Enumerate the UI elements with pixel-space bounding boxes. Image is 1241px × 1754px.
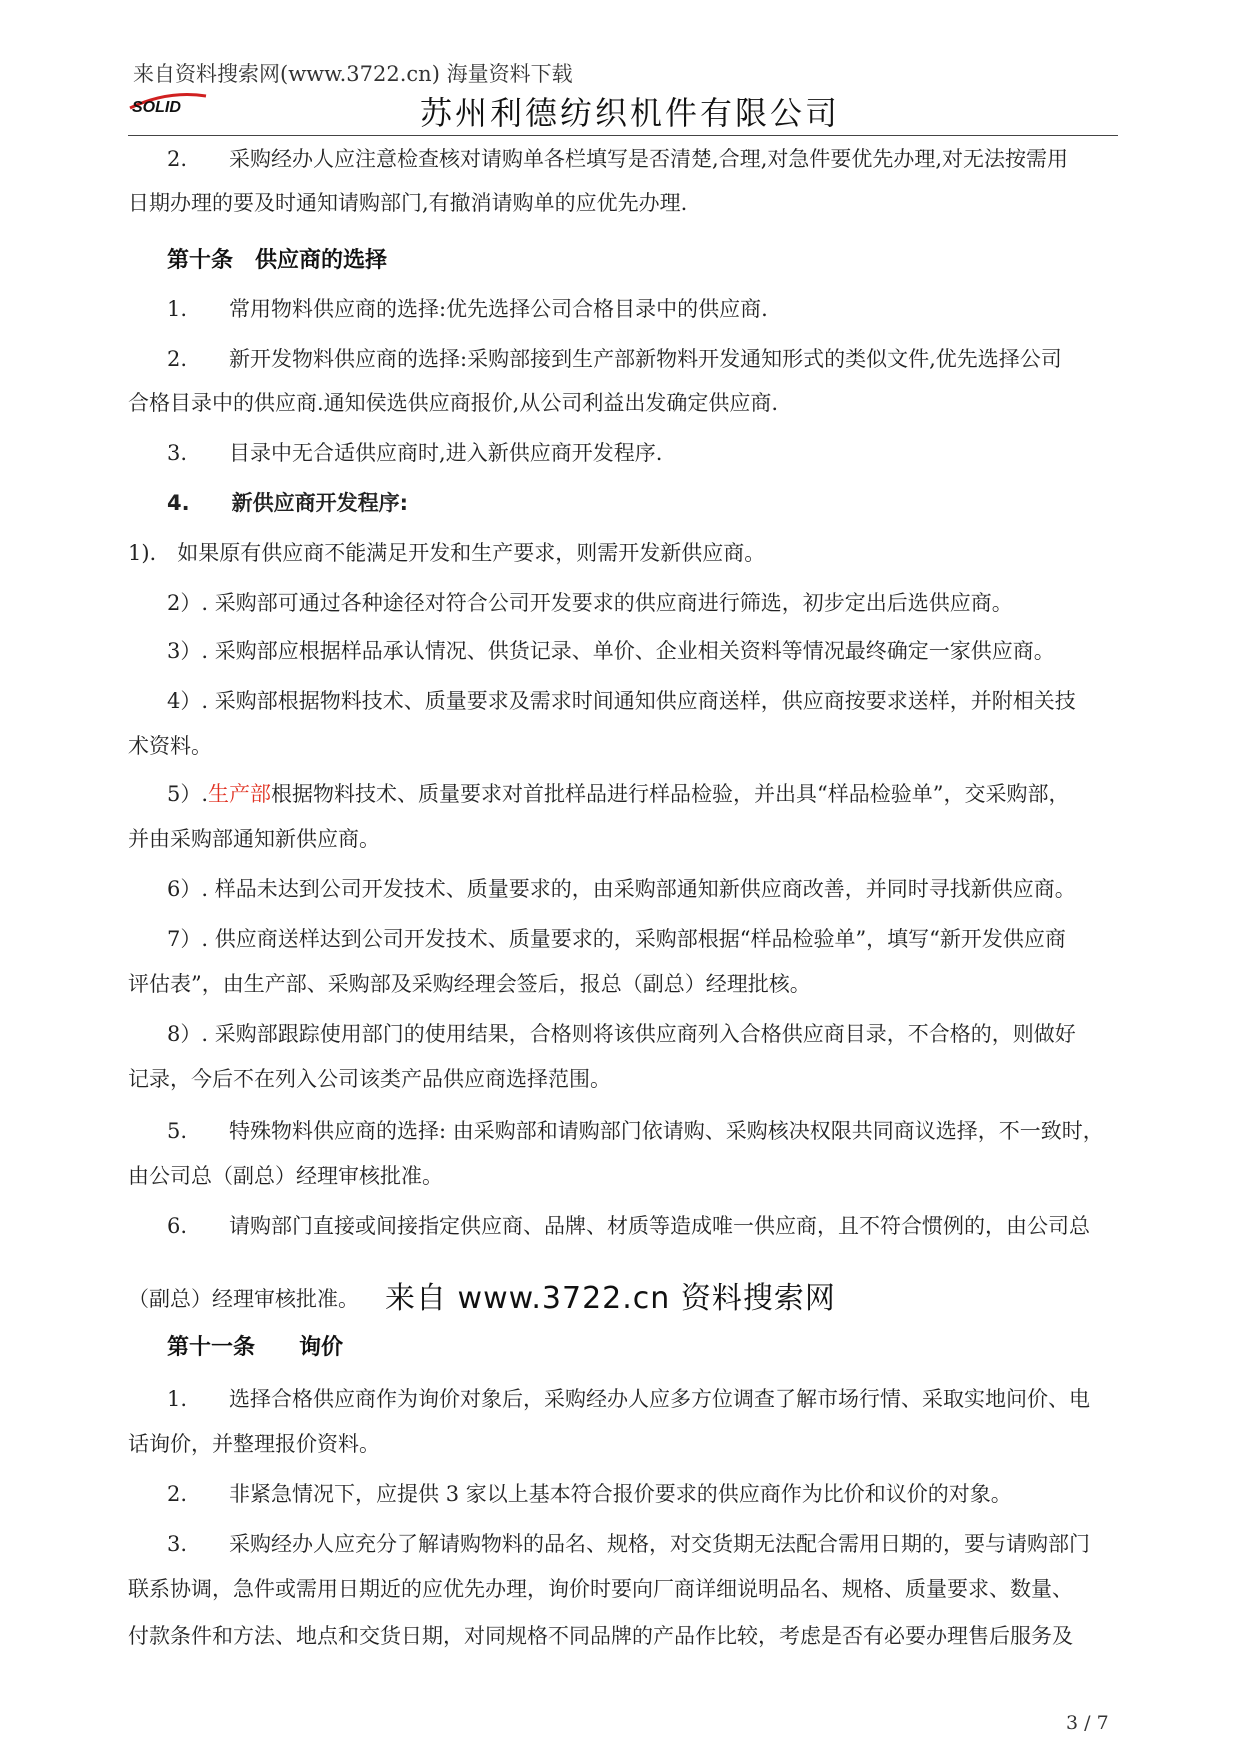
- text-line: 6）. 样品未达到公司开发技术、质量要求的，由采购部通知新供应商改善，并同时寻找新供应商。: [167, 877, 1076, 901]
- text-line: 3. 目录中无合适供应商时,进入新供应商开发程序.: [167, 441, 663, 465]
- text-line: 并由采购部通知新供应商。: [128, 827, 380, 851]
- text-line: 6. 请购部门直接或间接指定供应商、品牌、材质等造成唯一供应商，且不符合惯例的，由公司总: [167, 1214, 1091, 1238]
- source-banner: 来自资料搜索网(www.3722.cn) 海量资料下载: [133, 62, 573, 86]
- text-line: 3）. 采购部应根据样品承认情况、供货记录、单价、企业相关资料等情况最终确定一家供应商。: [167, 639, 1055, 663]
- text-line: 7）. 供应商送样达到公司开发技术、质量要求的，采购部根据“样品检验单”，填写“新开发供应商: [167, 927, 1066, 951]
- header-divider: [128, 135, 1118, 136]
- text-line: 1. 常用物料供应商的选择:优先选择公司合格目录中的供应商.: [167, 297, 768, 321]
- text-line: 2. 新开发物料供应商的选择:采购部接到生产部新物料开发通知形式的类似文件,优先选择公司: [167, 347, 1062, 371]
- text-line: 2）. 采购部可通过各种途径对符合公司开发要求的供应商进行筛选，初步定出后选供应商。: [167, 591, 1013, 615]
- watermark: 来自 www.3722.cn 资料搜索网: [385, 1281, 836, 1316]
- text-line: 记录，今后不在列入公司该类产品供应商选择范围。: [128, 1067, 611, 1091]
- company-name: 苏州利德纺织机件有限公司: [420, 94, 841, 132]
- text-line: 2. 非紧急情况下，应提供 3 家以上基本符合报价要求的供应商作为比价和议价的对象。: [167, 1482, 1012, 1506]
- text-line: 术资料。: [128, 734, 212, 758]
- highlighted-text: 生产部: [208, 782, 272, 806]
- company-logo: [128, 88, 208, 116]
- item-text: 根据物料技术、质量要求对首批样品进行样品检验，并出具“样品检验单”，交采购部，: [271, 782, 1070, 806]
- text-line: 日期办理的要及时通知请购部门,有撤消请购单的应优先办理.: [128, 191, 688, 215]
- section-heading-10: 第十条 供应商的选择: [167, 248, 388, 273]
- text-line: 联系协调，急件或需用日期近的应优先办理，询价时要向厂商详细说明品名、规格、质量要求、数量、: [128, 1577, 1073, 1601]
- text-line: 评估表”，由生产部、采购部及采购经理会签后，报总（副总）经理批核。: [128, 972, 811, 996]
- page-number: 3 / 7: [1066, 1712, 1109, 1734]
- subheading: 4. 新供应商开发程序:: [167, 491, 408, 515]
- text-line: 3. 采购经办人应充分了解请购物料的品名、规格，对交货期无法配合需用日期的，要与请购部门: [167, 1532, 1091, 1556]
- text-line: 8）. 采购部跟踪使用部门的使用结果，合格则将该供应商列入合格供应商目录，不合格的，则做好: [167, 1022, 1076, 1046]
- text-line: 付款条件和方法、地点和交货日期，对同规格不同品牌的产品作比较，考虑是否有必要办理售后服务及: [128, 1624, 1073, 1648]
- text-line: 4）. 采购部根据物料技术、质量要求及需求时间通知供应商送样，供应商按要求送样，并附相关技: [167, 689, 1076, 713]
- text-line: 由公司总（副总）经理审核批准。: [128, 1164, 443, 1188]
- text-line: 1. 选择合格供应商作为询价对象后，采购经办人应多方位调查了解市场行情、采取实地问价、电: [167, 1387, 1091, 1411]
- logo-text: SOLID: [132, 99, 181, 116]
- text-line: 合格目录中的供应商.通知侯选供应商报价,从公司利益出发确定供应商.: [128, 391, 779, 415]
- item-number: 5）.: [167, 782, 209, 806]
- text-line: 1). 如果原有供应商不能满足开发和生产要求，则需开发新供应商。: [128, 541, 766, 565]
- text-line: 2. 采购经办人应注意检查核对请购单各栏填写是否清楚,合理,对急件要优先办理,对无法按需用: [167, 147, 1069, 171]
- text-line: 5. 特殊物料供应商的选择: 由采购部和请购部门依请购、采购核决权限共同商议选择，不一致时，: [167, 1119, 1104, 1143]
- text-line: （副总）经理审核批准。: [128, 1287, 359, 1311]
- section-heading-11: 第十一条 询价: [167, 1335, 344, 1360]
- text-line: 话询价，并整理报价资料。: [128, 1432, 380, 1456]
- text-line: [167, 778, 1070, 808]
